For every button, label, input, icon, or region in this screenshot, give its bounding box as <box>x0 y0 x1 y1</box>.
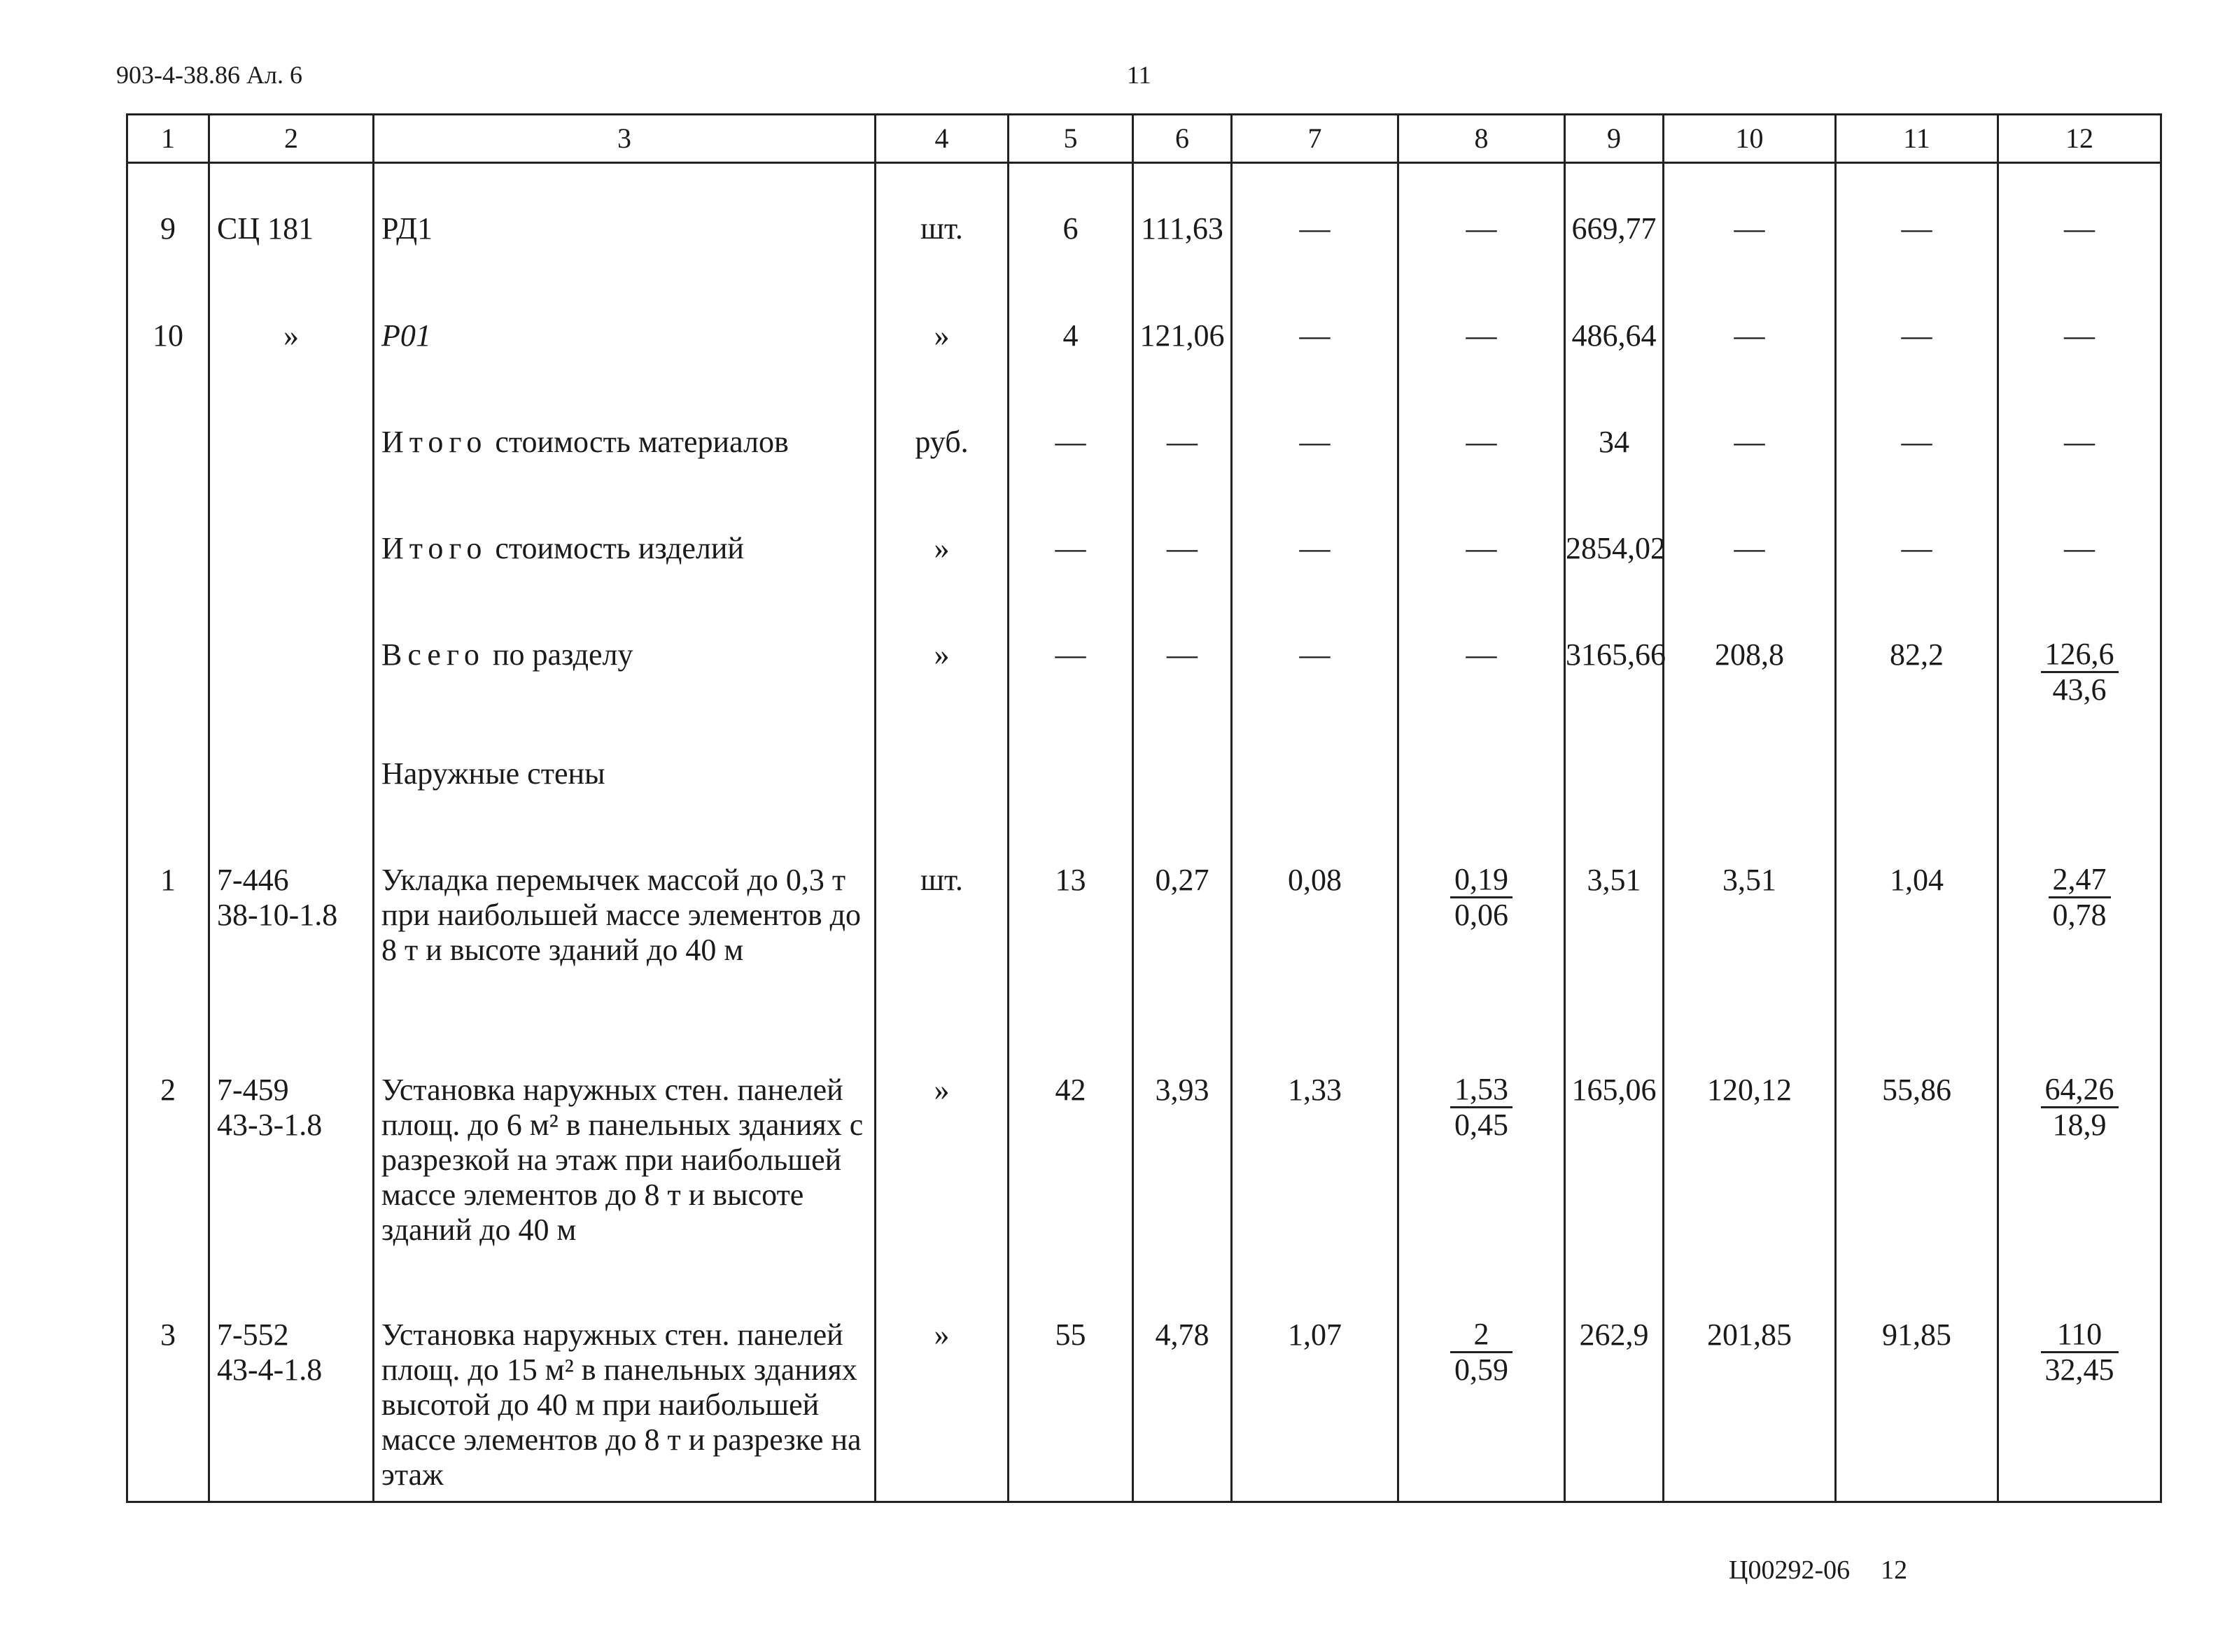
cell: 55,86 <box>1836 1024 1998 1269</box>
cell-unit: руб. <box>876 376 1009 482</box>
cell-code <box>209 588 374 707</box>
col-header: 8 <box>1398 115 1565 163</box>
cell: — <box>1836 482 1998 588</box>
cell: 208,8 <box>1664 588 1836 707</box>
cell: 165,06 <box>1565 1024 1664 1269</box>
cell-name <box>374 482 876 588</box>
fraction <box>1450 863 1512 932</box>
cell: — <box>1009 482 1133 588</box>
cell: — <box>1998 269 2161 376</box>
cell: — <box>1232 482 1398 588</box>
fraction-denominator: 18,9 <box>2052 1107 2107 1142</box>
cell <box>1232 707 1398 814</box>
cell: — <box>1998 163 2161 269</box>
cell: — <box>1664 163 1836 269</box>
col-header: 4 <box>876 115 1009 163</box>
cell-unit: шт. <box>876 814 1009 1024</box>
total-text: стоимость изделий <box>487 530 744 565</box>
cell-code <box>209 482 374 588</box>
cell <box>1664 707 1836 814</box>
cell-num <box>127 482 209 588</box>
fraction-numerator: 0,19 <box>1450 863 1512 898</box>
cell: 201,85 <box>1664 1269 1836 1502</box>
cell-code: СЦ 181 <box>209 163 374 269</box>
cell-num: 3 <box>127 1269 209 1502</box>
cell: 121,06 <box>1133 269 1232 376</box>
table-row <box>127 163 2161 269</box>
table-row <box>127 588 2161 707</box>
cell <box>1998 814 2161 1024</box>
cell: — <box>1133 482 1232 588</box>
code-line: 7-552 <box>217 1317 289 1352</box>
cell: 1,07 <box>1232 1269 1398 1502</box>
fraction-numerator: 126,6 <box>2041 637 2119 673</box>
cell: 669,77 <box>1565 163 1664 269</box>
cell: — <box>1009 588 1133 707</box>
code-line: 43-3-1.8 <box>217 1107 323 1142</box>
cell: 13 <box>1009 814 1133 1024</box>
cell-num <box>127 588 209 707</box>
cell <box>1133 707 1232 814</box>
col-header: 9 <box>1565 115 1664 163</box>
table-row <box>127 376 2161 482</box>
cell-unit: шт. <box>876 163 1009 269</box>
cell: — <box>1836 163 1998 269</box>
code-line: 7-446 <box>217 862 289 897</box>
table-row <box>127 482 2161 588</box>
cell-num: 9 <box>127 163 209 269</box>
estimate-table <box>126 113 2162 1503</box>
fraction <box>1450 1073 1512 1142</box>
total-text: по разделу <box>484 637 633 672</box>
section-title: Наружные стены <box>374 707 876 814</box>
cell: 42 <box>1009 1024 1133 1269</box>
cell: — <box>1664 376 1836 482</box>
cell: 120,12 <box>1664 1024 1836 1269</box>
cell: — <box>1133 376 1232 482</box>
cell: — <box>1398 482 1565 588</box>
fraction <box>1450 1318 1512 1387</box>
cell <box>1398 814 1565 1024</box>
cell: 91,85 <box>1836 1269 1998 1502</box>
total-label: Всего <box>381 637 485 672</box>
fraction-denominator: 32,45 <box>2044 1352 2114 1387</box>
col-header: 2 <box>209 115 374 163</box>
cell: 3,51 <box>1664 814 1836 1024</box>
cell-name: Укладка перемычек массой до 0,3 т при наибольшей массе элементов до 8 т и высоте зданий до 40 м <box>374 814 876 1024</box>
fraction-numerator: 2 <box>1450 1318 1512 1353</box>
cell: 2854,02 <box>1565 482 1664 588</box>
cell: 3,93 <box>1133 1024 1232 1269</box>
cell-code <box>209 1269 374 1502</box>
col-header: 12 <box>1998 115 2161 163</box>
col-header: 1 <box>127 115 209 163</box>
table-row <box>127 1024 2161 1269</box>
fraction <box>2041 1318 2119 1387</box>
cell <box>209 707 374 814</box>
footer-code: Ц00292-06 <box>1729 1555 1851 1585</box>
fraction-numerator: 1,53 <box>1450 1073 1512 1108</box>
cell-name: Установка наружных стен. панелей площ. до 15 м² в панельных зданиях высотой до 40 м при наибольшей массе элементов до 8 т и разрезке на этаж <box>374 1269 876 1502</box>
total-label: Итого <box>381 530 488 565</box>
cell-code: » <box>209 269 374 376</box>
cell: — <box>1398 588 1565 707</box>
cell <box>1998 588 2161 707</box>
cell-name: РД1 <box>374 163 876 269</box>
cell: 82,2 <box>1836 588 1998 707</box>
col-header: 11 <box>1836 115 1998 163</box>
cell <box>1565 707 1664 814</box>
column-number-row <box>127 115 2161 163</box>
cell: 262,9 <box>1565 1269 1664 1502</box>
section-heading-row <box>127 707 2161 814</box>
cell <box>1398 1269 1565 1502</box>
fraction <box>2041 1073 2119 1142</box>
cell: — <box>1232 376 1398 482</box>
cell-num: 1 <box>127 814 209 1024</box>
cell: 6 <box>1009 163 1133 269</box>
footer-stamp <box>1729 1555 1907 1586</box>
cell: 1,04 <box>1836 814 1998 1024</box>
fraction-denominator: 0,78 <box>2052 897 2107 932</box>
cell <box>1998 707 2161 814</box>
cell-unit: » <box>876 482 1009 588</box>
cell <box>1398 707 1565 814</box>
cell: 1,33 <box>1232 1024 1398 1269</box>
cell: 0,27 <box>1133 814 1232 1024</box>
cell-unit: » <box>876 1269 1009 1502</box>
fraction <box>2041 637 2119 707</box>
cell: — <box>1398 163 1565 269</box>
total-label: Итого <box>381 424 488 459</box>
cell-name: Установка наружных стен. панелей площ. до 6 м² в панельных зданиях с разрезкой на этаж при наибольшей массе элементов до 8 т и высоте зданий до 40 м <box>374 1024 876 1269</box>
table-row <box>127 1269 2161 1502</box>
table-row <box>127 269 2161 376</box>
fraction-numerator: 64,26 <box>2041 1073 2119 1108</box>
cell: 3,51 <box>1565 814 1664 1024</box>
cell: — <box>1998 376 2161 482</box>
col-header: 5 <box>1009 115 1133 163</box>
cell-code <box>209 376 374 482</box>
cell-code <box>209 814 374 1024</box>
col-header: 6 <box>1133 115 1232 163</box>
col-header: 10 <box>1664 115 1836 163</box>
cell-num: 2 <box>127 1024 209 1269</box>
fraction-denominator: 0,45 <box>1454 1107 1508 1142</box>
cell <box>1836 707 1998 814</box>
fraction <box>2049 863 2111 932</box>
cell <box>1009 707 1133 814</box>
table-row <box>127 814 2161 1024</box>
cell: 34 <box>1565 376 1664 482</box>
footer-page: 12 <box>1881 1555 1908 1585</box>
cell: — <box>1232 269 1398 376</box>
fraction-denominator: 0,06 <box>1454 897 1508 932</box>
fraction-denominator: 0,59 <box>1454 1352 1508 1387</box>
cell: 4,78 <box>1133 1269 1232 1502</box>
cell-unit: » <box>876 588 1009 707</box>
cell: 486,64 <box>1565 269 1664 376</box>
cell-name: Р01 <box>374 269 876 376</box>
code-line: 7-459 <box>217 1072 289 1107</box>
cell-name <box>374 588 876 707</box>
cell: — <box>1398 376 1565 482</box>
cell-code <box>209 1024 374 1269</box>
total-text: стоимость материалов <box>487 424 789 459</box>
cell-unit: » <box>876 1024 1009 1269</box>
cell: 3165,66 <box>1565 588 1664 707</box>
page-number: 11 <box>1127 61 1151 89</box>
col-header: 7 <box>1232 115 1398 163</box>
cell <box>1998 1269 2161 1502</box>
cell <box>127 707 209 814</box>
cell: — <box>1664 482 1836 588</box>
code-line: 43-4-1.8 <box>217 1352 323 1387</box>
cell: 55 <box>1009 1269 1133 1502</box>
cell: 0,08 <box>1232 814 1398 1024</box>
cell: — <box>1009 376 1133 482</box>
cell: — <box>1836 376 1998 482</box>
fraction-numerator: 110 <box>2041 1318 2119 1353</box>
cell <box>876 707 1009 814</box>
cell-num <box>127 376 209 482</box>
code-line: 38-10-1.8 <box>217 897 338 932</box>
fraction-denominator: 43,6 <box>2052 672 2107 707</box>
cell-name <box>374 376 876 482</box>
cell: — <box>1664 269 1836 376</box>
cell: 4 <box>1009 269 1133 376</box>
cell: — <box>1232 163 1398 269</box>
cell <box>1398 1024 1565 1269</box>
cell: — <box>1232 588 1398 707</box>
fraction-numerator: 2,47 <box>2049 863 2111 898</box>
cell: — <box>1398 269 1565 376</box>
cell: 111,63 <box>1133 163 1232 269</box>
cell <box>1998 1024 2161 1269</box>
cell: — <box>1998 482 2161 588</box>
col-header: 3 <box>374 115 876 163</box>
document-code: 903-4-38.86 Ал. 6 <box>116 61 302 89</box>
cell: — <box>1836 269 1998 376</box>
cell-num: 10 <box>127 269 209 376</box>
cell: — <box>1133 588 1232 707</box>
cell-unit: » <box>876 269 1009 376</box>
